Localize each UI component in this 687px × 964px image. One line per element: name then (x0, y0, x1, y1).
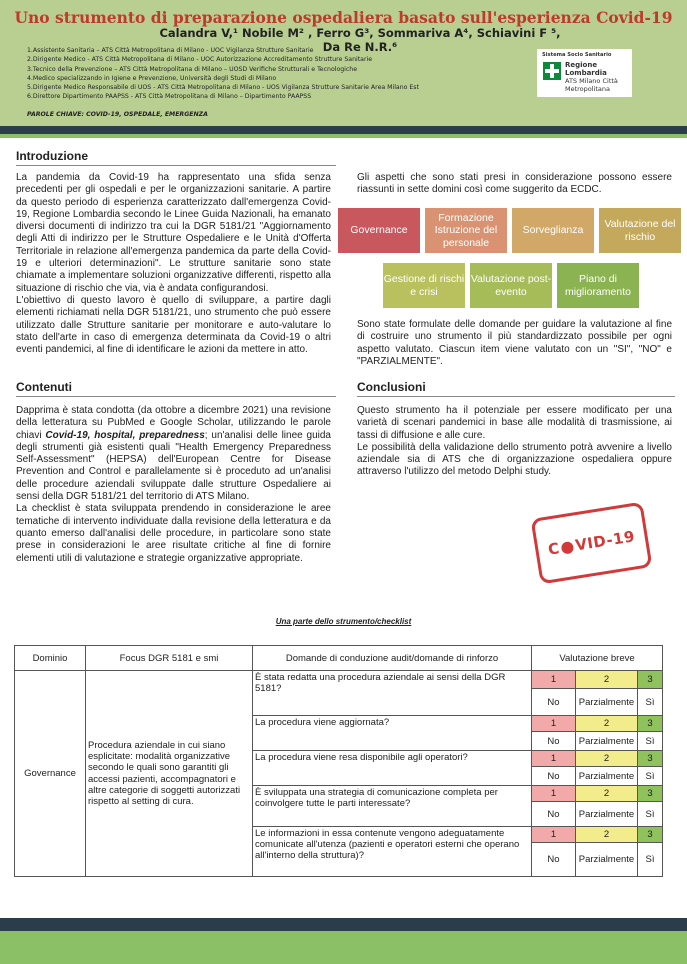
header-divider-green (0, 134, 687, 138)
logo-system-text: Sistema Socio Sanitario (542, 52, 612, 58)
domain-gestione-rischi: Gestione di rischi e crisi (383, 263, 465, 308)
affiliation-3: 3.Tecnico della Prevenzione – ATS Città Metropolitana di Milano – UOSD Verifiche Strutturali e Tecnologiche (27, 65, 358, 73)
answer-parzialmente[interactable]: Parzialmente (576, 767, 638, 786)
contenuti-paragraph-2: La checklist è stata sviluppata prendendo in considerazione le aree tematiche di intervento individuate dalla revisione della letteratura e da quanto emerso dall'analisi delle procedure, in particolare sono state prese in considerazioni le aree risultate critiche al fine di fornire elementi utili di valutazione e strategie organizzative appropriate. (16, 503, 331, 564)
intro-paragraph-2: L'obiettivo di questo lavoro è quello di sviluppare, a partire dagli elementi richiamati nella DGR 5181/21, uno strumento che può essere utilizzato dalle Strutture sanitarie per monitorare e auto-valutare lo stato dell'arte in caso di emergenza determinata da Covid-19 o altri eventi pandemici, al fine di identificare le azioni da mettere in atto. (16, 294, 331, 356)
footer-band-green (0, 931, 687, 964)
question-4: È sviluppata una strategia di comunicazione completa per coinvolgere tutte le parti interessate? (253, 786, 532, 827)
contenuti-p1-end: ; un'analisi delle linee guida degli strumenti già esistenti quali "Health Emergency Preparedness Self-Assessment" (HEPSA) dell'European Centre for Disease Prevention and Control e parallelamente si è proceduto ad un'analisi delle procedure aziendali sviluppate dalle strutture Ospedaliere ai sensi della DGR 5181/21 del territorio di ATS Milano. (16, 429, 331, 503)
score-3: 3 (638, 827, 663, 843)
answer-no[interactable]: No (532, 689, 576, 716)
conclusioni-heading: Conclusioni (357, 380, 426, 394)
question-1: È stata redatta una procedura aziendale ai sensi della DGR 5181? (253, 671, 532, 716)
domain-governance: Governance (338, 208, 420, 253)
question-3: La procedura viene resa disponibile agli operatori? (253, 751, 532, 786)
affiliation-6: 6.Direttore Dipartimento PAAPSS - ATS Città Metropolitana di Milano – Dipartimento PAAPSS (27, 93, 312, 101)
table-header-row (15, 646, 663, 671)
score-3: 3 (638, 786, 663, 802)
affiliation-2: 2.Dirigente Medico - ATS Città Metropolitana di Milano - UOC Autorizzazione Accreditamento Strutture Sanitarie (27, 56, 373, 64)
domains-intro: Gli aspetti che sono stati presi in considerazione possono essere riassunti in sette domini così come suggerito da ECDC. (357, 172, 672, 196)
poster-title: Uno strumento di preparazione ospedaliera basato sull'esperienza Covid-19 (14, 8, 673, 27)
header-valutazione: Valutazione breve (532, 646, 663, 671)
stamp-text-c: C (546, 539, 562, 559)
contenuti-p1-start: Dapprima è stata condotta (da ottobre a dicembre 2021) una revisione della letteratura su PubMed e Google Scholar, utilizzando le parole chiavi (16, 405, 331, 441)
answer-parzialmente[interactable]: Parzialmente (576, 802, 638, 827)
answer-parzialmente[interactable]: Parzialmente (576, 689, 638, 716)
answer-si[interactable]: Sì (638, 843, 663, 877)
score-2: 2 (576, 751, 638, 767)
answer-parzialmente[interactable]: Parzialmente (576, 843, 638, 877)
questions-text: Sono state formulate delle domande per guidare la valutazione al fine di costruire uno strumento il più standardizzato possibile per ogni aspetto valutato. Ciascun item viene valutato con un "SI", "NO" e "PARZIALMENTE". (357, 319, 672, 367)
contenuti-keywords: Covid-19, hospital, preparedness (45, 429, 205, 441)
header-divider-dark (0, 126, 687, 134)
score-2: 2 (576, 671, 638, 689)
virus-icon (561, 541, 575, 555)
score-1: 1 (532, 716, 576, 732)
score-1: 1 (532, 671, 576, 689)
conclusioni-paragraph-2: Le possibilità della validazione dello strumento potrà avvenire a livello aziendale sia di ATS che di organizzazione ospedaliera oppure attraverso l'utilizzo del metodo Delphi study. (357, 441, 672, 478)
intro-text (16, 172, 331, 356)
contenuti-text (16, 405, 331, 565)
stamp-text-vid: VID-19 (574, 527, 637, 555)
header-dominio: Dominio (15, 646, 86, 671)
score-3: 3 (638, 751, 663, 767)
score-2: 2 (576, 827, 638, 843)
regione-lombardia-logo (537, 49, 632, 97)
score-1: 1 (532, 751, 576, 767)
footer-band-dark (0, 918, 687, 931)
table-row (15, 671, 663, 689)
domain-cell: Governance (15, 671, 86, 877)
domain-valutazione-post-evento: Valutazione post-evento (470, 263, 552, 308)
conclusioni-paragraph-1: Questo strumento ha il potenziale per essere modificato per una varietà di scenari pandemici in base alle modalità di trasmissione, ai tassi di diffusione e alle cure. (357, 405, 672, 441)
conclusioni-rule (357, 396, 675, 397)
header-domande: Domande di conduzione audit/domande di rinforzo (253, 646, 532, 671)
affiliations (27, 46, 507, 102)
domain-piano-miglioramento: Piano di miglioramento (557, 263, 639, 308)
checklist-table (14, 645, 663, 877)
answer-si[interactable]: Sì (638, 802, 663, 827)
question-2: La procedura viene aggiornata? (253, 716, 532, 751)
covid-19-stamp (531, 502, 653, 585)
question-5: Le informazioni in essa contenute vengono adeguatamente comunicate all'utenza (pazienti e operatori esterni che operano all'interno della struttura)? (253, 827, 532, 877)
answer-si[interactable]: Sì (638, 689, 663, 716)
domain-sorveglianza: Sorveglianza (512, 208, 594, 253)
score-1: 1 (532, 786, 576, 802)
focus-cell: Procedura aziendale in cui siano esplicitate: modalità organizzative secondo le quali sono garantiti gli accessi pazienti, accompagnatori e altre categorie di soggetti autorizzati rispetto al setting di cura. (86, 671, 253, 877)
intro-paragraph-1: La pandemia da Covid-19 ha rappresentato una sfida senza precedenti per gli ospedali e per le organizzazioni sanitarie. A partire da questo periodo di esperienza caratterizzato dall'emergenza Covid-19, Regione Lombardia secondo le Linee Guida Nazionali, ha emanato diversi documenti di indirizzo tra cui la DGR 5181/21 "Aggiornamento degli Atti di indirizzo per le Strutture Ospedaliere e le Unità d'Offerta Territoriale in relazione all'emergenza pandemica da parte della Covid-19 e ulteriori determinazioni". Le strutture sanitarie sono state chiamate a implementare soluzioni organizzative differenti, rispetto alla situazione di rischio che via, via è andata configurandosi. (16, 172, 331, 294)
header-banner (0, 0, 687, 126)
contenuti-rule (16, 396, 336, 397)
score-2: 2 (576, 716, 638, 732)
keywords: PAROLE CHIAVE: COVID-19, OSPEDALE, EMERGENZA (27, 111, 208, 118)
intro-heading: Introduzione (16, 149, 88, 163)
checklist-title: Una parte dello strumento/checklist (275, 617, 412, 626)
answer-no[interactable]: No (532, 802, 576, 827)
affiliation-1: 1.Assistente Sanitaria – ATS Città Metropolitana di Milano - UOC Vigilanza Strutture Sanitarie (27, 47, 314, 54)
affiliation-5: 5.Dirigente Medico Responsabile di UOS - ATS Città Metropolitana di Milano - UOS Vigilanza Strutture Sanitarie Area Milano Est (27, 84, 419, 92)
logo-ats-text: ATS Milano Città Metropolitana (565, 77, 618, 93)
score-3: 3 (638, 671, 663, 689)
answer-no[interactable]: No (532, 732, 576, 751)
header-focus: Focus DGR 5181 e smi (86, 646, 253, 671)
answer-parzialmente[interactable]: Parzialmente (576, 732, 638, 751)
answer-no[interactable]: No (532, 843, 576, 877)
answer-si[interactable]: Sì (638, 732, 663, 751)
conclusioni-text (357, 405, 672, 479)
score-1: 1 (532, 827, 576, 843)
lombardia-cross-icon (543, 62, 561, 80)
intro-rule (16, 165, 336, 166)
score-3: 3 (638, 716, 663, 732)
score-2: 2 (576, 786, 638, 802)
contenuti-heading: Contenuti (16, 380, 72, 394)
domain-formazione: Formazione Istruzione del personale (425, 208, 507, 253)
domain-valutazione-rischio: Valutazione del rischio (599, 208, 681, 253)
logo-region-text: Regione Lombardia (565, 61, 607, 77)
answer-no[interactable]: No (532, 767, 576, 786)
authors: Calandra V,¹ Nobile M² , Ferro G³, Sommariva A⁴, Schiavini F ⁵, Da Re N.R.⁶ (159, 26, 561, 54)
affiliation-4: 4.Medico specializzando in Igiene e Prevenzione, Università degli Studi di Milano (27, 74, 277, 82)
contenuti-paragraph-1 (16, 405, 331, 503)
answer-si[interactable]: Sì (638, 767, 663, 786)
